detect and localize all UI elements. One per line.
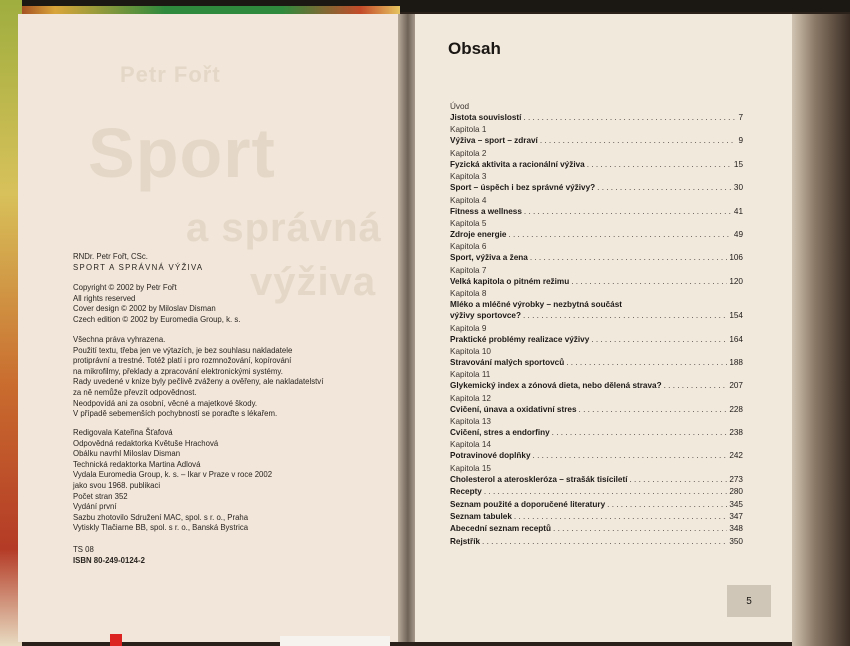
toc-entry xyxy=(450,439,743,462)
toc-entry-title: Sport – úspěch i bez správné výživy? xyxy=(450,183,596,193)
toc-list xyxy=(450,101,743,548)
toc-entry-page: 9 xyxy=(738,136,743,146)
toc-entry-row xyxy=(450,135,743,147)
toc-entry-title: Praktické problémy realizace výživy xyxy=(450,334,590,344)
toc-dot-leader xyxy=(566,357,727,369)
toc-entry-label: Kapitola 1 xyxy=(450,125,487,135)
toc-dot-leader xyxy=(523,310,727,322)
toc-entry-title: Zdroje energie xyxy=(450,229,507,239)
toc-entry-label: Úvod xyxy=(450,102,470,111)
toc-entry-title: Fyzická aktivita a racionální výživa xyxy=(450,159,585,169)
toc-entry-page: 348 xyxy=(729,524,743,534)
toc-entry-row xyxy=(450,536,743,548)
toc-entry-page: 106 xyxy=(729,253,743,263)
toc-title: Obsah xyxy=(448,39,501,58)
toc-entry xyxy=(450,486,743,498)
toc-entry-label: Kapitola 12 xyxy=(450,393,491,403)
toc-entry xyxy=(450,523,743,535)
isbn-block xyxy=(73,545,145,566)
toc-dot-leader xyxy=(629,474,727,486)
toc-entry-label: Kapitola 13 xyxy=(450,417,491,427)
credits-line: Vytiskly Tlačiarne BB, spol. s r. o., Banská Bystrica xyxy=(73,523,249,533)
toc-entry-row xyxy=(450,334,743,346)
toc-entry-title: Velká kapitola o pitném režimu xyxy=(450,276,570,286)
toc-dot-leader xyxy=(587,159,732,171)
toc-dot-leader xyxy=(508,229,731,241)
toc-entry-page: 242 xyxy=(729,451,743,461)
rights-line: Všechna práva vyhrazena. xyxy=(73,335,166,344)
toc-entry-row xyxy=(450,112,743,124)
toc-entry-page: 228 xyxy=(729,404,743,414)
credits-line: Obálku navrhl Miloslav Disman xyxy=(73,449,181,459)
toc-entry-page: 207 xyxy=(729,381,743,391)
toc-entry-title: Seznam použité a doporučené literatury xyxy=(450,499,606,509)
credits-line: Vydala Euromedia Group, k. s. – Ikar v Praze v roce 2002 xyxy=(73,470,273,480)
copyright-line: All rights reserved xyxy=(73,293,136,303)
imprint-author: RNDr. Petr Fořt, CSc. xyxy=(73,252,148,261)
toc-entry-row xyxy=(450,380,743,392)
toc-entry-row xyxy=(450,499,743,511)
rights-line: Neodpovídá ani za osobní, věcné a majetkové škody. xyxy=(73,398,258,408)
toc-entry xyxy=(450,369,743,392)
toc-dot-leader xyxy=(533,450,728,462)
toc-entry xyxy=(450,323,743,346)
credits-line: Sazbu zhotovilo Sdružení MAC, spol. s r. o., Praha xyxy=(73,512,249,522)
toc-entry xyxy=(450,148,743,171)
toc-dot-leader xyxy=(524,206,732,218)
imprint-title: SPORT A SPRÁVNÁ VÝŽIVA xyxy=(73,262,204,272)
toc-entry-row xyxy=(450,206,743,218)
toc-entry-page: 188 xyxy=(729,357,743,367)
isbn: ISBN 80-249-0124-2 xyxy=(73,555,145,565)
toc-entry-row xyxy=(450,486,743,498)
page-edge-shadow xyxy=(792,14,850,646)
toc-entry xyxy=(450,511,743,523)
toc-entry-label: Kapitola 4 xyxy=(450,195,487,205)
toc-entry-title: Fitness a wellness xyxy=(450,206,522,216)
toc-entry-title: Cvičení, stres a endorfiny xyxy=(450,428,550,438)
toc-entry-row xyxy=(450,229,743,241)
toc-dot-leader xyxy=(523,112,736,124)
toc-entry xyxy=(450,393,743,416)
toc-entry-title: Glykemický index a zónová dieta, nebo dělená strava? xyxy=(450,381,662,391)
toc-dot-leader xyxy=(571,276,727,288)
toc-entry xyxy=(450,124,743,147)
toc-entry-row xyxy=(450,474,743,486)
toc-entry-page: 15 xyxy=(733,159,743,169)
imprint-header xyxy=(73,252,203,273)
toc-entry-label: Kapitola 6 xyxy=(450,242,487,252)
toc-entry-label: Kapitola 3 xyxy=(450,172,487,182)
toc-entry-page: 120 xyxy=(729,276,743,286)
toc-entry xyxy=(450,171,743,194)
toc-entry-page: 350 xyxy=(729,536,743,546)
toc-entry-row xyxy=(450,427,743,439)
toc-entry-page: 164 xyxy=(729,334,743,344)
toc-entry-page: 345 xyxy=(729,499,743,509)
toc-entry-title: Recepty xyxy=(450,487,482,497)
toc-entry-row xyxy=(450,252,743,264)
toc-entry-label: Kapitola 10 xyxy=(450,346,491,356)
toc-entry xyxy=(450,218,743,241)
toc-dot-leader xyxy=(579,404,728,416)
toc-dot-leader xyxy=(540,135,737,147)
rights-line: Rady uvedené v knize byly pečlivě zváženy a ověřeny, ale nakladatelství xyxy=(73,377,324,387)
toc-entry-title: Cvičení, únava a oxidativní stres xyxy=(450,404,577,414)
toc-entry-row xyxy=(450,310,743,322)
toc-dot-leader xyxy=(597,182,732,194)
toc-entry-title: Jistota souvislostí xyxy=(450,113,522,122)
toc-entry xyxy=(450,536,743,548)
toc-entry xyxy=(450,499,743,511)
ghost-author: Petr Fořt xyxy=(120,62,221,87)
credits-line: Vydání první xyxy=(73,502,117,512)
toc-entry-row xyxy=(450,523,743,535)
toc-entry-label: Kapitola 8 xyxy=(450,289,487,299)
toc-entry-row xyxy=(450,450,743,462)
ghost-subtitle-2: výživa xyxy=(250,260,377,304)
toc-entry-label: Kapitola 11 xyxy=(450,370,491,380)
toc-entry-row xyxy=(450,511,743,523)
toc-dot-leader xyxy=(552,427,728,439)
toc-dot-leader xyxy=(607,499,727,511)
toc-dot-leader xyxy=(514,511,727,523)
credits-line: Počet stran 352 xyxy=(73,491,128,501)
toc-dot-leader xyxy=(664,380,728,392)
toc-entry-title: Sport, výživa a žena xyxy=(450,253,528,263)
page-number xyxy=(727,585,771,617)
toc-entry xyxy=(450,265,743,288)
copyright-block xyxy=(73,283,240,325)
toc-entry-title: Cholesterol a ateroskleróza – strašák tisíciletí xyxy=(450,474,628,484)
toc-entry-title-line: Mléko a mléčné výrobky – nezbytná součást xyxy=(450,300,623,310)
toc-entry-page: 30 xyxy=(733,183,743,193)
credits-line: Redigovala Kateřina Šťafová xyxy=(73,428,173,437)
credits-line: Technická redaktorka Martina Adlová xyxy=(73,459,201,469)
rights-line: Použití textu, třeba jen ve výtazích, je bez souhlasu nakladatele xyxy=(73,345,293,355)
toc-entry-title: Stravování malých sportovců xyxy=(450,357,565,367)
toc-entry-page: 273 xyxy=(729,474,743,484)
toc-entry-label: Kapitola 15 xyxy=(450,463,491,473)
toc-entry-page: 41 xyxy=(733,206,743,216)
toc-dot-leader xyxy=(553,523,727,535)
toc-entry-title: Potravinové doplňky xyxy=(450,451,531,461)
toc-entry xyxy=(450,463,743,486)
page-number-text: 5 xyxy=(746,595,752,607)
toc-entry-row xyxy=(450,159,743,171)
toc-entry-title: Abecední seznam receptů xyxy=(450,524,552,534)
toc-entry-row xyxy=(450,357,743,369)
toc-entry-page: 49 xyxy=(733,229,743,239)
toc-dot-leader xyxy=(530,252,728,264)
credits-block xyxy=(73,428,272,534)
toc-dot-leader xyxy=(591,334,727,346)
toc-entry-row xyxy=(450,276,743,288)
ts-code: TS 08 xyxy=(73,545,94,554)
rights-line: na mikrofilmy, překlady a zpracování elektronickými systémy. xyxy=(73,366,283,376)
toc-entry-title: Rejstřík xyxy=(450,536,481,546)
cover-corner xyxy=(110,634,122,646)
copyright-line: Copyright © 2002 by Petr Fořt xyxy=(73,283,177,292)
rights-line: za ně nemůže převzít odpovědnost. xyxy=(73,387,197,397)
ghost-title: Sport xyxy=(88,114,276,192)
toc-entry-page: 7 xyxy=(738,113,743,122)
toc-entry-label: Kapitola 2 xyxy=(450,148,487,158)
toc-entry xyxy=(450,101,743,124)
toc-entry-title: Výživa – sport – zdraví xyxy=(450,136,538,146)
ghost-subtitle-1: a správná xyxy=(186,206,382,250)
toc-entry-row xyxy=(450,182,743,194)
credits-line: Odpovědná redaktorka Květuše Hrachová xyxy=(73,438,219,448)
toc-dot-leader xyxy=(484,486,727,498)
toc-entry-title: výživy sportovce? xyxy=(450,311,521,321)
rights-line: protiprávní a trestné. Totéž platí i pro rozmnožování, kopírování xyxy=(73,356,292,366)
toc-entry-label: Kapitola 5 xyxy=(450,218,487,228)
toc-entry-page: 154 xyxy=(729,311,743,321)
toc-entry-label: Kapitola 7 xyxy=(450,265,487,275)
toc-entry-page: 280 xyxy=(729,487,743,497)
toc-entry xyxy=(450,288,743,322)
toc-entry xyxy=(450,346,743,369)
credits-line: jako svou 1968. publikaci xyxy=(73,480,161,490)
copyright-line: Cover design © 2002 by Miloslav Disman xyxy=(73,304,216,314)
rights-block xyxy=(73,335,323,420)
toc-entry-label: Kapitola 14 xyxy=(450,440,491,450)
toc-entry xyxy=(450,416,743,439)
toc-entry xyxy=(450,195,743,218)
copyright-line: Czech edition © 2002 by Euromedia Group, k. s. xyxy=(73,314,241,324)
toc-entry-label: Kapitola 9 xyxy=(450,323,487,333)
toc-entry-title: Seznam tabulek xyxy=(450,512,512,522)
toc-entry-row xyxy=(450,404,743,416)
toc-entry-page: 347 xyxy=(729,512,743,522)
paper-corner xyxy=(280,636,390,646)
toc-entry xyxy=(450,241,743,264)
toc-entry-page: 238 xyxy=(729,428,743,438)
rights-line: V případě sebemenších pochybností se poraďte s lékařem. xyxy=(73,409,278,419)
toc-dot-leader xyxy=(482,536,727,548)
